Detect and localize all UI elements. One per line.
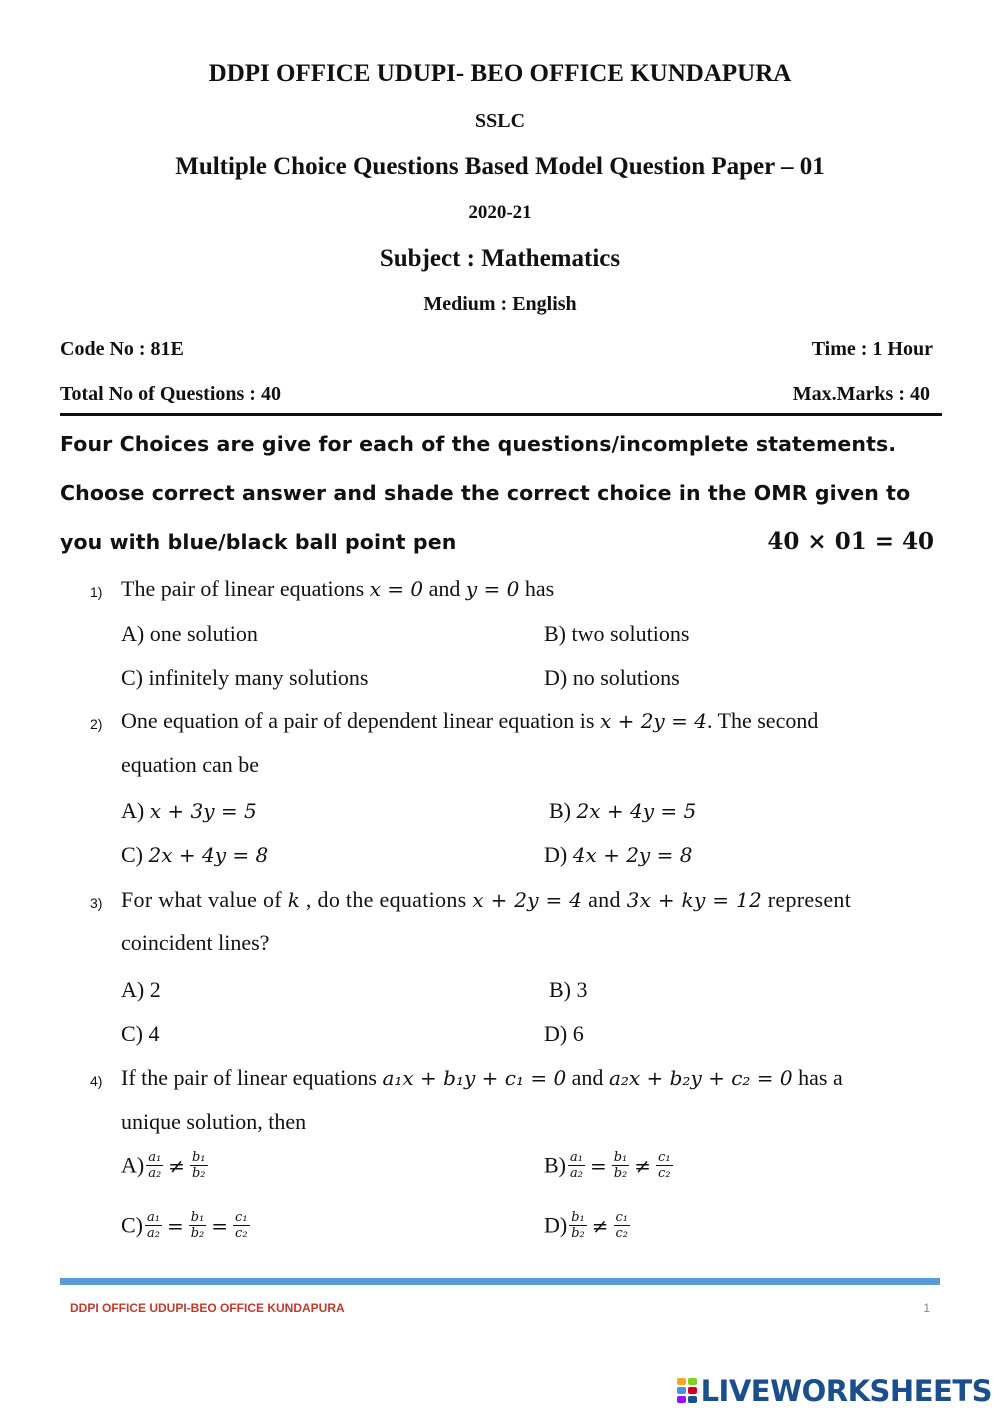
subject: Subject : Mathematics	[379, 245, 621, 272]
question-number: 1)	[90, 584, 103, 600]
academic-year: 2020-21	[468, 202, 532, 223]
instruction-line-3: you with blue/black ball point pen	[60, 530, 457, 554]
question-2-text: One equation of a pair of dependent linear equation is x + 2y = 4. The second	[121, 708, 819, 733]
q3-option-b[interactable]: B) 3	[549, 977, 588, 1002]
q1-option-d[interactable]: D) no solutions	[544, 665, 680, 690]
q2-option-a[interactable]: A) x + 3y = 5	[121, 798, 257, 823]
question-3-text: For what value of k , do the equations x + 2y = 4 and 3x + ky = 12 represent	[121, 887, 852, 912]
q3-option-c[interactable]: C) 4	[121, 1021, 160, 1046]
q1-option-a[interactable]: A) one solution	[121, 621, 258, 646]
q3-option-a[interactable]: A) 2	[121, 977, 161, 1002]
question-4-text-line-2: unique solution, then	[121, 1109, 307, 1134]
q4-option-c[interactable]: C) $\frac{\text{a₁}}{\text{a₂}}$ = $\frac{\text{b₁}}{\text{b₂}}$ = $\frac{\text{c₁}}{\text{c₂}}$	[121, 1210, 248, 1241]
question-2-text-line-2: equation can be	[121, 752, 260, 777]
footer-office: DDPI OFFICE UDUPI-BEO OFFICE KUNDAPURA	[70, 1301, 345, 1315]
q4-option-b[interactable]: B) $\frac{\text{a₁}}{\text{a₂}}$ = $\frac{\text{b₁}}{\text{b₂}}$ ≠ $\frac{\text{c₁}}{\text{c₂}}$	[544, 1150, 671, 1181]
header-divider	[60, 413, 942, 416]
question-number: 4)	[90, 1073, 103, 1089]
q2-option-c[interactable]: C) 2x + 4y = 8	[121, 842, 269, 867]
q3-option-d[interactable]: D) 6	[544, 1021, 584, 1046]
liveworksheets-logo-icon	[677, 1378, 699, 1404]
q4-option-a[interactable]: A) $\frac{\text{a₁}}{\text{a₂}}$ ≠ $\frac{\text{b₁}}{\text{b₂}}$	[121, 1150, 206, 1181]
marks-formula: 40 × 01 = 40	[767, 528, 934, 555]
question-3-text-line-2: coincident lines?	[121, 930, 270, 955]
max-marks: Max.Marks : 40	[792, 383, 930, 405]
q2-option-b[interactable]: B) 2x + 4y = 5	[549, 798, 697, 823]
time-allowed: Time : 1 Hour	[811, 338, 933, 360]
total-questions: Total No of Questions : 40	[60, 383, 281, 405]
paper-title: Multiple Choice Questions Based Model Question Paper – 01	[175, 153, 825, 180]
medium: Medium : English	[423, 293, 577, 315]
instruction-line-2: Choose correct answer and shade the correct choice in the OMR given to	[60, 481, 911, 505]
office-title: DDPI OFFICE UDUPI- BEO OFFICE KUNDAPURA	[208, 60, 792, 87]
q1-option-b[interactable]: B) two solutions	[544, 621, 690, 646]
question-1-text: The pair of linear equations x = 0 and y = 0 has	[121, 576, 555, 601]
page-number: 1	[923, 1301, 930, 1315]
question-number: 3)	[90, 895, 103, 911]
q1-option-c[interactable]: C) infinitely many solutions	[121, 665, 369, 690]
question-4-text: If the pair of linear equations a₁x + b₁y + c₁ = 0 and a₂x + b₂y + c₂ = 0 has a	[121, 1065, 843, 1090]
question-number: 2)	[90, 716, 103, 732]
q4-option-d[interactable]: D) $\frac{\text{b₁}}{\text{b₂}}$ ≠ $\frac{\text{c₁}}{\text{c₂}}$	[544, 1210, 629, 1241]
liveworksheets-brand[interactable]	[677, 1374, 992, 1408]
exam-name: SSLC	[474, 110, 526, 132]
instruction-line-1: Four Choices are give for each of the questions/incomplete statements.	[60, 432, 897, 456]
code-number: Code No : 81E	[60, 338, 184, 360]
brand-name: LIVEWORKSHEETS	[700, 1374, 992, 1408]
footer-divider	[60, 1278, 940, 1285]
q2-option-d[interactable]: D) 4x + 2y = 8	[544, 842, 693, 867]
